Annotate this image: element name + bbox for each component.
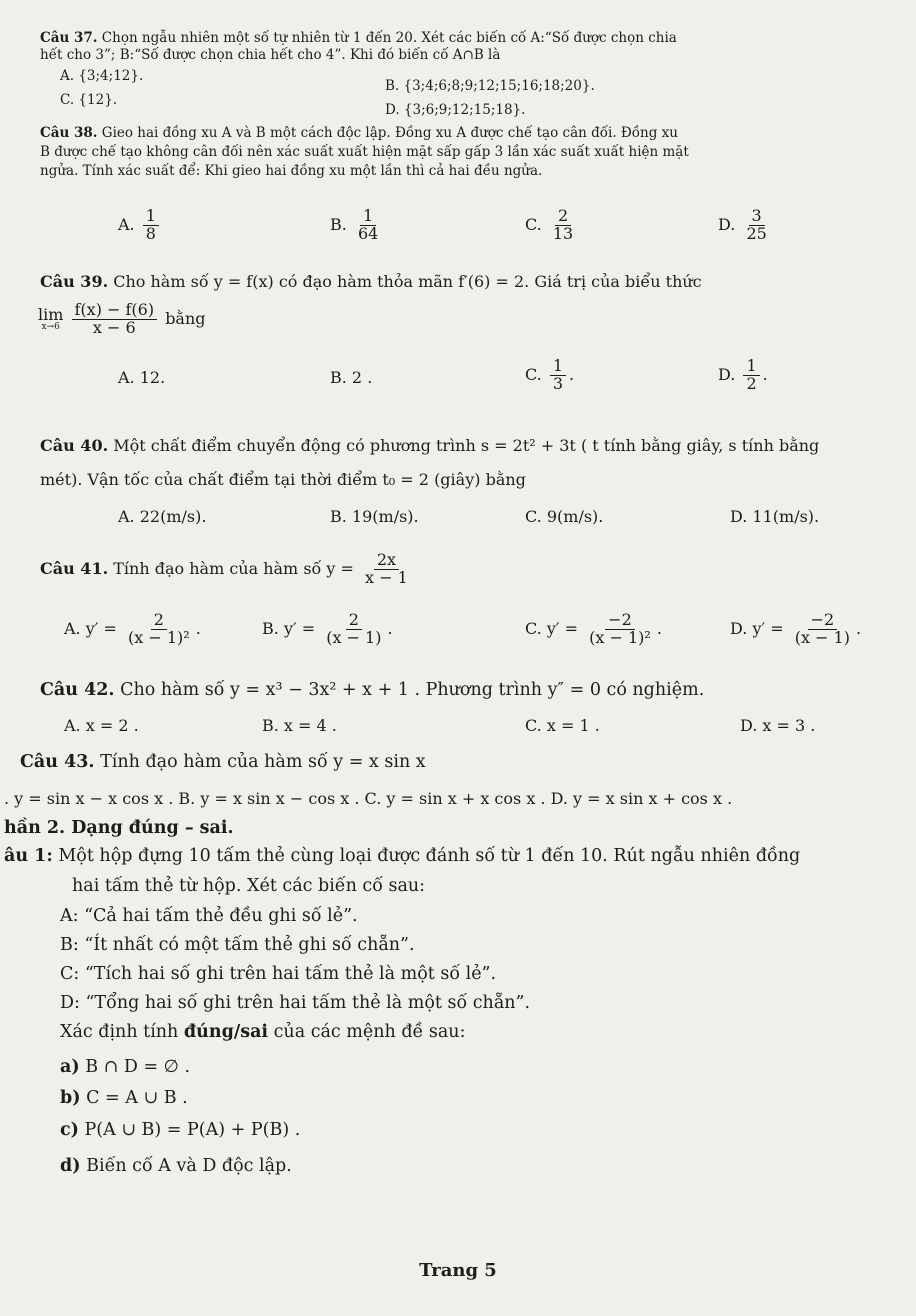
numerator: −2 [808,612,838,630]
denominator: x − 1 [365,567,408,587]
q38-a-label: A. [118,214,135,234]
numerator: 1 [743,358,759,376]
q38-option-c [525,208,579,243]
numerator: 2 [555,208,571,226]
q38-a-fraction [143,208,159,243]
q43-text1: Tính đạo hàm của hàm số y = x sin x [100,752,426,772]
q40-line1 [40,436,819,455]
page-number: Trang 5 [419,1260,497,1281]
q41-b-label: B. [262,618,279,638]
q39-c-label: C. [525,364,542,384]
q39-option-c [525,358,574,393]
stmt-d-text: Biến cố A và D độc lập. [86,1156,292,1176]
q38-d-label: D. [718,214,736,234]
q39-d-label: D. [718,364,736,384]
q41-text1: Tính đạo hàm của hàm số [113,558,322,578]
q39-text1: Cho hàm số y = f(x) có đạo hàm thỏa mãn f′(6) = 2. Giá trị của biểu thức [113,272,702,291]
q41-d-tail: . [855,618,862,638]
q38-line1 [40,125,678,141]
q42-line1 [40,680,704,700]
stmt-b-text: C = A ∪ B . [86,1088,188,1108]
q40-option-c: C. 9(m/s). [525,507,604,526]
q41-a-lhs: y′ = [85,618,117,638]
numerator: −2 [605,612,635,630]
numerator: 3 [749,208,765,226]
q41-line1 [40,552,414,587]
q39-label: Câu 39. [40,272,109,291]
stmt-a-text: B ∩ D = ∅ . [85,1057,191,1077]
q42-option-a: A. x = 2 . [64,716,139,735]
q39-d-fraction [743,358,759,393]
numerator: 1 [360,208,376,226]
numerator: 2x [374,552,399,570]
numerator: 1 [143,208,159,226]
numerator: 2 [151,612,167,630]
q39-option-d [718,358,768,393]
stmt-c-label: c) [60,1120,79,1140]
denominator: (x − 1)² [589,627,651,647]
q37-label: Câu 37. [40,30,98,46]
q41-c-fraction [586,612,654,647]
tf1-line1 [4,846,800,866]
q37-option-c: C. {12}. [60,92,118,108]
tf1-prompt-bold: đúng/sai [183,1022,269,1042]
q41-label: Câu 41. [40,558,109,578]
q40-label: Câu 40. [40,436,109,455]
tf1-statement-c [60,1120,300,1140]
q41-c-tail: . [656,618,662,638]
q37-text1: Chọn ngẫu nhiên một số tự nhiên từ 1 đến 20. Xét các biến cố A:“Số được chọn chia [101,30,677,46]
q41-a-label: A. [64,618,81,638]
q43-options: . y = sin x − x cos x . B. y = x sin x − cos x . C. y = sin x + x cos x . D. y = x sin x + cos x . [4,789,733,808]
q38-c-label: C. [525,214,542,234]
q38-c-fraction [550,208,576,243]
q39-line1 [40,272,702,291]
q38-b-fraction [355,208,381,243]
q37-line2: hết cho 3”; B:“Số được chọn chia hết cho 4”. Khi đó biến cố A∩B là [40,47,501,63]
q40-text1: Một chất điểm chuyển động có phương trình s = 2t² + 3t ( t tính bằng giây, s tính bằng [113,436,820,455]
q38-text1: Gieo hai đồng xu A và B một cách độc lập. Đồng xu A được chế tạo cân đối. Đồng xu [101,125,678,141]
q41-b-fraction [323,612,384,647]
denominator: (x − 1)² [128,627,190,647]
q40-option-a: A. 22(m/s). [118,507,207,526]
q43-line1 [20,752,426,772]
q41-b-lhs: y′ = [283,618,316,638]
q41-option-c [525,612,662,647]
tf1-line2: hai tấm thẻ từ hộp. Xét các biến cố sau: [72,876,426,896]
q41-d-label: D. [730,618,748,638]
q39-limit-expression [38,302,206,337]
tf1-prompt [60,1022,465,1042]
denominator: 13 [552,223,574,243]
tf1-label: âu 1: [4,846,53,866]
tf1-prompt-post: của các mệnh đề sau: [268,1022,466,1042]
tf1-prompt-pre: Xác định tính [60,1022,184,1042]
q38-option-a [118,208,162,243]
q41-option-a [64,612,201,647]
q42-label: Câu 42. [40,680,115,700]
tf1-statement-d [60,1156,292,1176]
q43-label: Câu 43. [20,752,95,772]
q39-tail: bằng [165,308,206,328]
limit-operator [38,304,64,332]
q41-d-lhs: y′ = [752,618,784,638]
tf1-event-c: C: “Tích hai số ghi trên hai tấm thẻ là một số lẻ”. [60,964,497,984]
q37-option-b: B. {3;4;6;8;9;12;15;16;18;20}. [385,78,595,94]
q41-a-fraction [125,612,193,647]
denominator: 64 [357,223,379,243]
q40-option-d: D. 11(m/s). [730,507,820,526]
tf1-text1: Một hộp đựng 10 tấm thẻ cùng loại được đánh số từ 1 đến 10. Rút ngẫu nhiên đồng [58,846,801,866]
stmt-a-label: a) [60,1057,80,1077]
stmt-c-text: P(A ∪ B) = P(A) + P(B) . [84,1120,301,1140]
q41-option-b [262,612,393,647]
denominator: x − 6 [92,317,136,337]
q41-function-fraction [362,552,411,587]
q38-line2: B được chế tạo không cân đối nên xác suất xuất hiện mặt sấp gấp 3 lần xác suất xuất hiện mặt [40,144,689,160]
q42-option-b: B. x = 4 . [262,716,337,735]
numerator: 1 [550,358,566,376]
tf1-statement-b [60,1088,188,1108]
q41-c-lhs: y′ = [546,618,579,638]
q39-option-a: A. 12. [118,368,166,387]
q40-option-b: B. 19(m/s). [330,507,419,526]
q41-d-fraction [792,612,853,647]
q39-option-b: B. 2 . [330,368,373,387]
q39-fraction [72,302,158,337]
q38-option-b [330,208,384,243]
q42-option-c: C. x = 1 . [525,716,600,735]
q37-line1 [40,30,677,46]
q39-c-fraction [550,358,566,393]
denominator: 2 [746,373,757,393]
q41-b-tail: . [387,618,393,638]
denominator: (x − 1) [794,627,850,647]
denominator: 8 [145,223,156,243]
tf1-statement-a [60,1057,190,1077]
q37-option-d: D. {3;6;9;12;15;18}. [385,102,526,118]
lim-subscript: x→6 [41,321,60,332]
denominator: 3 [552,373,564,393]
denominator: (x − 1) [326,627,382,647]
q41-a-tail: . [195,618,201,638]
q41-c-label: C. [525,618,542,638]
tf1-event-b: B: “Ít nhất có một tấm thẻ ghi số chẵn”. [60,935,415,955]
q38-label: Câu 38. [40,125,98,141]
tf1-event-a: A: “Cả hai tấm thẻ đều ghi số lẻ”. [60,906,358,926]
q38-option-d [718,208,773,243]
q39-d-tail: . [762,364,768,384]
q39-c-tail: . [569,364,575,384]
denominator: 25 [746,223,767,243]
q40-line2: mét). Vận tốc của chất điểm tại thời điểm t₀ = 2 (giây) bằng [40,470,526,489]
tf1-event-d: D: “Tổng hai số ghi trên hai tấm thẻ là một số chẵn”. [60,993,531,1013]
numerator: 2 [346,612,362,630]
q42-option-d: D. x = 3 . [740,716,816,735]
q41-y-eq: y = [326,558,354,578]
q42-text1: Cho hàm số y = x³ − 3x² + x + 1 . Phương trình y″ = 0 có nghiệm. [120,680,705,700]
part2-heading: hần 2. Dạng đúng – sai. [4,818,234,838]
q38-d-fraction [743,208,769,243]
stmt-d-label: d) [60,1156,81,1176]
q38-b-label: B. [330,214,347,234]
lim-text: lim [38,304,64,324]
numerator: f(x) − f(6) [72,302,158,320]
q37-option-a: A. {3;4;12}. [60,68,144,84]
stmt-b-label: b) [60,1088,81,1108]
q41-option-d [730,612,861,647]
q38-line3: ngửa. Tính xác suất để: Khi gieo hai đồng xu một lần thì cả hai đều ngửa. [40,163,543,179]
